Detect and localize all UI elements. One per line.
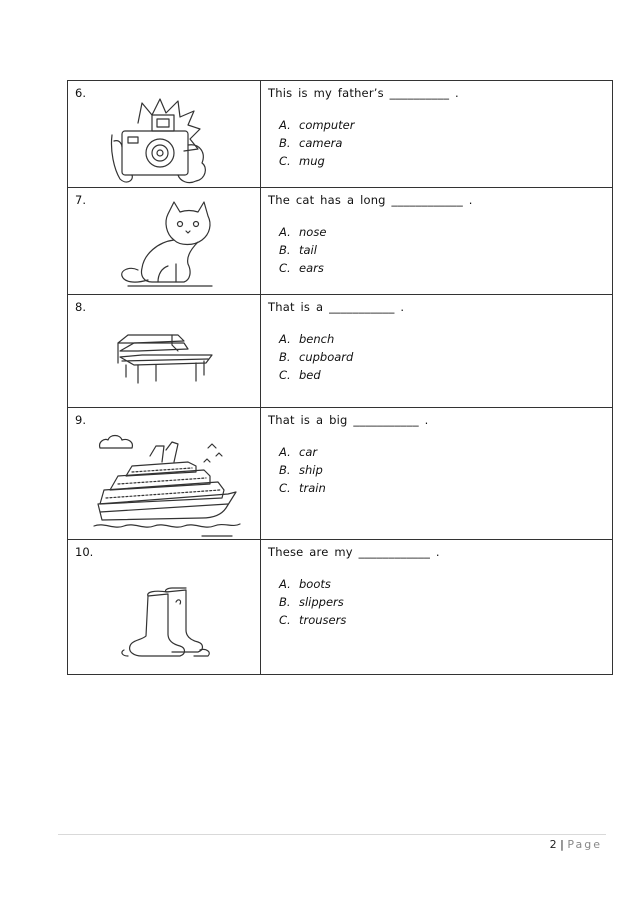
question-text: The cat has a long ____________ . [268, 193, 473, 207]
option-c [279, 366, 612, 384]
question-body-cell [261, 540, 613, 675]
option-letter: A. [279, 445, 291, 459]
option-letter: B. [279, 595, 291, 609]
option-c [279, 611, 612, 629]
question-number-cell [68, 408, 261, 540]
footer-divider [58, 834, 606, 835]
option-text: mug [299, 154, 325, 168]
answer-options [279, 223, 612, 277]
option-text: train [299, 481, 326, 495]
ship-picture [92, 432, 242, 540]
question-text: These are my ____________ . [268, 545, 440, 559]
question-number-cell [68, 295, 261, 408]
question-row-10 [68, 540, 613, 675]
question-text: That is a big ___________ . [268, 413, 429, 427]
cat-picture [118, 200, 214, 290]
question-row-9 [68, 408, 613, 540]
answer-options [279, 116, 612, 170]
question-number: 10. [75, 545, 94, 559]
option-text: bed [299, 368, 321, 382]
option-text: computer [299, 118, 355, 132]
option-b [279, 348, 612, 366]
option-a [279, 575, 612, 593]
option-text: camera [299, 136, 343, 150]
option-b [279, 593, 612, 611]
question-row-8 [68, 295, 613, 408]
option-c [279, 152, 612, 170]
option-letter: B. [279, 463, 291, 477]
option-letter: C. [279, 368, 291, 382]
question-body-cell [261, 408, 613, 540]
option-letter: C. [279, 481, 291, 495]
option-text: car [299, 445, 318, 459]
option-letter: C. [279, 154, 291, 168]
question-number: 7. [75, 193, 86, 207]
option-letter: B. [279, 136, 291, 150]
question-number: 6. [75, 86, 86, 100]
option-c [279, 479, 612, 497]
option-letter: C. [279, 613, 291, 627]
question-text: That is a ___________ . [268, 300, 405, 314]
question-row-7 [68, 188, 613, 295]
page-separator: | [560, 838, 564, 851]
option-letter: C. [279, 261, 291, 275]
option-text: nose [299, 225, 327, 239]
page-number: 2 [549, 838, 557, 851]
option-c [279, 259, 612, 277]
option-text: ship [299, 463, 323, 477]
option-letter: A. [279, 577, 291, 591]
question-body-cell [261, 81, 613, 188]
page-label: Page [567, 838, 602, 851]
boots-picture [120, 586, 212, 658]
option-text: slippers [299, 595, 344, 609]
option-letter: A. [279, 118, 291, 132]
question-number-cell [68, 81, 261, 188]
option-a [279, 443, 612, 461]
option-text: trousers [299, 613, 347, 627]
option-text: ears [299, 261, 324, 275]
option-letter: B. [279, 243, 291, 257]
question-number-cell [68, 540, 261, 675]
question-body-cell [261, 188, 613, 295]
option-text: cupboard [299, 350, 354, 364]
question-body-cell [261, 295, 613, 408]
camera-picture [108, 95, 218, 187]
option-letter: A. [279, 225, 291, 239]
question-number-cell [68, 188, 261, 295]
option-b [279, 241, 612, 259]
question-number: 8. [75, 300, 86, 314]
question-number: 9. [75, 413, 86, 427]
option-letter: A. [279, 332, 291, 346]
option-b [279, 461, 612, 479]
question-row-6 [68, 81, 613, 188]
option-a [279, 223, 612, 241]
page-footer [550, 838, 602, 851]
option-a [279, 116, 612, 134]
option-letter: B. [279, 350, 291, 364]
option-b [279, 134, 612, 152]
option-text: boots [299, 577, 331, 591]
answer-options [279, 443, 612, 497]
answer-options [279, 330, 612, 384]
option-a [279, 330, 612, 348]
bench-picture [112, 333, 216, 385]
option-text: tail [299, 243, 317, 257]
answer-options [279, 575, 612, 629]
question-text: This is my father’s __________ . [268, 86, 459, 100]
worksheet-table [67, 80, 613, 675]
option-text: bench [299, 332, 335, 346]
